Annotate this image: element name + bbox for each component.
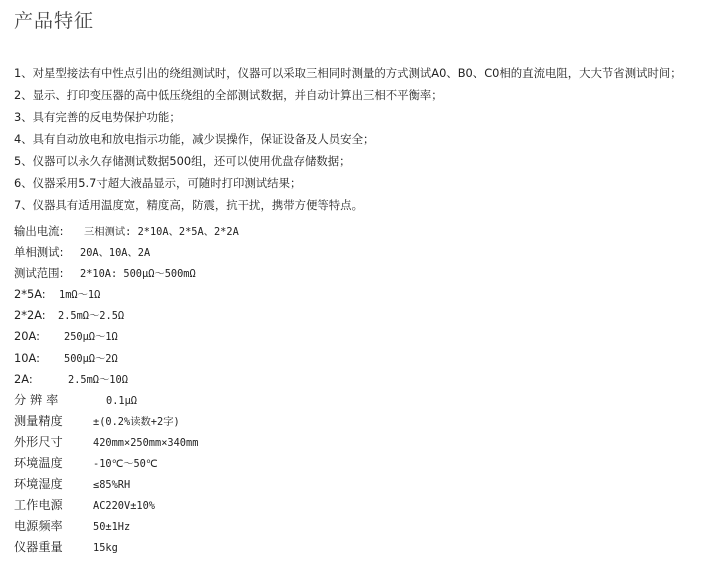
spec-row <box>14 326 704 347</box>
feature-item: 3、具有完善的反电势保护功能； <box>14 110 181 124</box>
spec-value: 420mm×250mm×340mm <box>93 436 199 449</box>
spec-value: ≤85%RH <box>93 478 131 491</box>
spec-row <box>14 348 704 369</box>
spec-label: 仪器重量 <box>14 539 63 554</box>
feature-item: 7、仪器具有适用温度宽，精度高，防震，抗干扰，携带方便等特点。 <box>14 198 363 212</box>
spec-value: 2*10A: 500μΩ～500mΩ <box>80 268 196 281</box>
spec-row <box>14 263 704 284</box>
spec-row <box>14 453 704 474</box>
spec-value: 0.1μΩ <box>106 394 137 407</box>
spec-label: 电源频率 <box>14 518 63 533</box>
feature-list <box>14 62 704 216</box>
feature-item: 4、具有自动放电和放电指示功能，减少误操作，保证设备及人员安全； <box>14 132 375 146</box>
spec-label: 10A: <box>14 350 40 365</box>
spec-label: 单相测试: <box>14 245 64 260</box>
feature-item: 2、显示、打印变压器的高中低压绕组的全部测试数据，并自动计算出三相不平衡率； <box>14 88 443 102</box>
feature-item: 5、仪器可以永久存储测试数据500组，还可以使用优盘存储数据； <box>14 154 351 168</box>
spec-value: 250μΩ～1Ω <box>64 331 118 344</box>
spec-label: 工作电源 <box>14 497 63 512</box>
spec-row <box>14 432 704 453</box>
spec-row <box>14 537 704 558</box>
spec-label: 2*5A: <box>14 287 46 302</box>
spec-value: ±(0.2%读数+2字) <box>93 415 180 428</box>
spec-row <box>14 495 704 516</box>
spec-label: 输出电流: <box>14 224 64 238</box>
spec-list <box>14 221 704 558</box>
spec-value: 15kg <box>93 541 118 554</box>
spec-row <box>14 411 704 432</box>
spec-label: 分 辨 率 <box>14 392 59 407</box>
spec-row <box>14 390 704 411</box>
spec-label: 测量精度 <box>14 413 63 428</box>
page-title: 产品特征 <box>14 10 95 32</box>
spec-label: 2*2A: <box>14 308 46 323</box>
spec-value: 20A、10A、2A <box>80 247 151 260</box>
spec-value: 50±1Hz <box>93 520 131 533</box>
spec-value: 2.5mΩ～2.5Ω <box>58 310 125 323</box>
spec-row <box>14 284 704 305</box>
spec-row <box>14 305 704 326</box>
spec-label: 2A: <box>14 371 33 386</box>
spec-label: 环境温度 <box>14 455 63 470</box>
spec-row <box>14 474 704 495</box>
feature-item: 6、仪器采用5.7寸超大液晶显示，可随时打印测试结果； <box>14 176 302 190</box>
spec-value: 三相测试: 2*10A、2*5A、2*2A <box>84 226 239 238</box>
feature-item: 1、对星型接法有中性点引出的绕组测试时，仪器可以采取三相同时测量的方式测试A0、B0、C0相的直流电阻，大大节省测试时间； <box>14 66 682 80</box>
spec-value: AC220V±10% <box>93 499 155 512</box>
spec-label: 环境湿度 <box>14 476 63 491</box>
spec-label: 20A: <box>14 329 40 344</box>
spec-value: -10℃～50℃ <box>93 457 158 470</box>
spec-row <box>14 221 704 242</box>
spec-value: 500μΩ～2Ω <box>64 352 118 365</box>
spec-row <box>14 242 704 263</box>
spec-label: 外形尺寸 <box>14 434 63 449</box>
spec-row <box>14 369 704 390</box>
spec-value: 2.5mΩ～10Ω <box>68 373 128 386</box>
spec-value: 1mΩ～1Ω <box>59 289 101 302</box>
spec-row <box>14 516 704 537</box>
spec-label: 测试范围: <box>14 266 64 281</box>
